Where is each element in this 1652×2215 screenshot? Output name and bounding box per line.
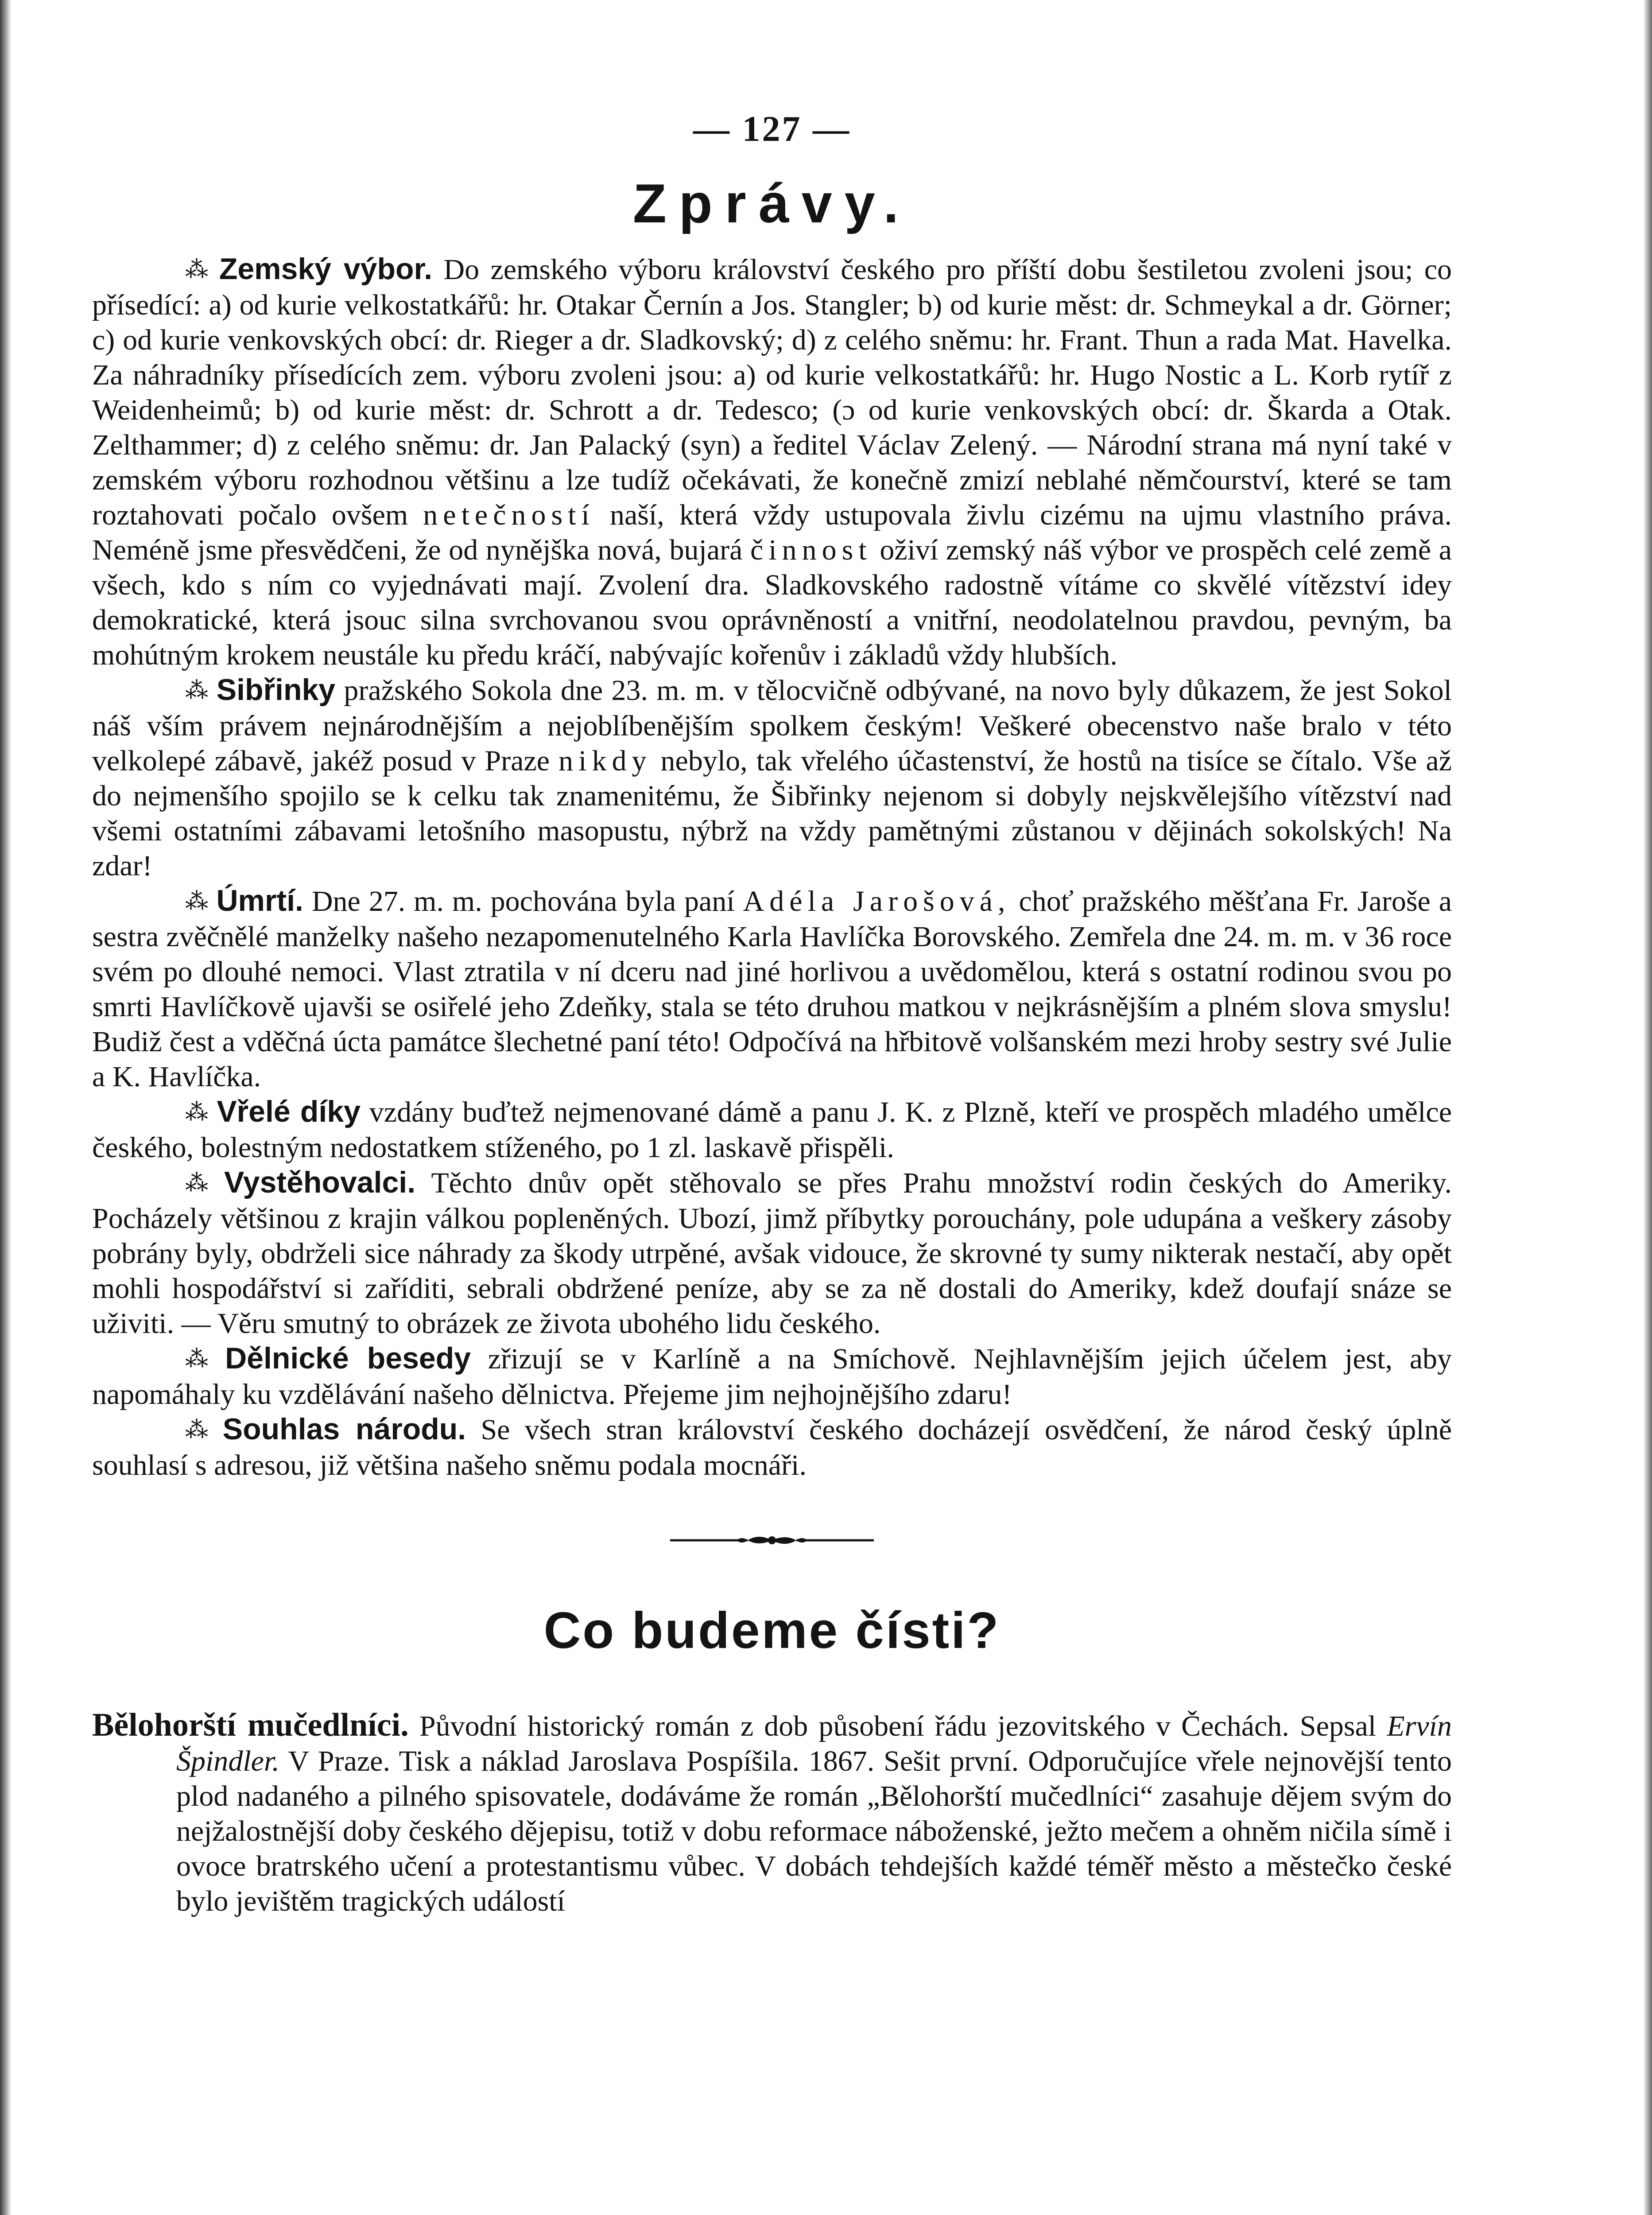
news-lead: Úmrtí. xyxy=(216,884,303,918)
news-emphasis: Adéla Jarošová, xyxy=(743,885,1011,918)
asterism-icon: ⁂ xyxy=(185,1100,211,1126)
news-text: choť pražského měšťana Fr. Jaroše a sestra zvěčnělé manželky našeho nezapomenutelného Karla Havlíčka Borovského. Zemřela dne 24. m. m. v 36 roce svém po dlouhé nemoci. Vlast ztratila v ní dceru nad jiné horlivou a uvědomělou, která s ostatní rodinou svou po smrti Havlíčkově ujavši se osiřelé jeho Zdeňky, stala se této druhou matkou v nejkrásnějším a plném slova smyslu! Budiž čest a vděčná úcta památce šlechetné paní této! Odpočívá na hřbitově volšanském mezi hroby sestry své Julie a K. Havlíčka. xyxy=(92,885,1452,1093)
asterism-icon: ⁂ xyxy=(185,1171,218,1197)
news-emphasis: nikdy xyxy=(558,745,652,777)
book-author: Ervín Špindler. xyxy=(176,1710,1452,1777)
news-text: naší, která vždy ustupovala živlu cizému na ujmu vlastního práva. Neméně jsme přesvědčeni, že od nynějška nová, bujará xyxy=(92,499,1452,567)
news-item-zemsky-vybor xyxy=(92,252,1452,672)
news-lead: Vystěhovalci. xyxy=(224,1166,416,1200)
news-item-sibrinky xyxy=(92,672,1452,883)
news-text: pražského Sokola dne 23. m. m. v tělocvičně odbývané, na novo byly důkazem, že jest Sokol náš vším právem nejnárodnějším a nejoblíbenějším spolkem českým! Veškeré obecenstvo naše bralo v této velkolepé zábavě, jakéž posud v Praze xyxy=(92,674,1452,777)
scan-edge-left xyxy=(0,0,12,2215)
review-text: Původní historický román z dob působení řádu jezovitského v Čechách. Sepsal xyxy=(419,1710,1377,1742)
news-emphasis: činnost xyxy=(750,534,872,567)
news-text: Těchto dnův opět stěhovalo se přes Prahu množství rodin českých do Ameriky. Pocházely většinou z krajin válkou popleněných. Ubozí, jimž příbytky porouchány, pole udupána a veškery zásoby pobrány byly, obdrželi sice náhrady za škody utrpěné, avšak vidouce, že skrovné ty sumy nikterak nestačí, aby opět mohli hospodářství si zaříditi, sebrali obdržené peníze, aby se za ně dostali do Ameriky, kdež doufají snáze se uživiti. — Věru smutný to obrázek ze života ubohého lidu českého. xyxy=(92,1167,1452,1340)
page-number: — 127 — xyxy=(693,109,851,149)
news-lead: Dělnické besedy xyxy=(225,1341,471,1376)
news-text: nebylo, tak vřelého účastenství, že hostů na tisíce se čítalo. Vše až do nejmenšího spojilo se k celku tak znamenitému, že Šibřinky nejenom si dobyly nejskvělejšího vítězství nad všemi ostatními zábavami letošního masopustu, nýbrž na vždy pamětnými zůstanou v dějinách sokolských! Na zdar! xyxy=(92,745,1452,882)
book-review xyxy=(92,1708,1452,1919)
asterism-icon: ⁂ xyxy=(185,1347,219,1372)
review-text: V Praze. Tisk a náklad Jaroslava Pospíšila. 1867. Sešit první. Odporučujíce vřele nejnovější tento plod nadaného a pilného spisovatele, dodáváme že román „Bělohorští mučedlníci“ zasahuje dějem svým do nejžalostnější doby českého dějepisu, totiž v dobu reformace náboženské, ježto mečem a ohněm ničila símě i ovoce bratrského učení a protestantismu vůbec. V dobách tehdejších každé téměř město a městečko české bylo jevištěm tragických událostí xyxy=(176,1745,1452,1917)
news-text: Se všech stran království českého docházejí osvědčení, že národ český úplně souhlasí s adresou, již většina našeho sněmu podala mocnáři. xyxy=(92,1414,1452,1482)
news-lead: Vřelé díky xyxy=(217,1095,361,1129)
asterism-icon: ⁂ xyxy=(185,257,213,283)
news-item-vystehovalci xyxy=(92,1165,1452,1341)
news-text: vzdány buďtež nejmenované dámě a panu J. K. z Plzně, kteří ve prospěch mladého umělce českého, bolestným nedostatkem stíženého, po 1 zl. laskavě přispěli. xyxy=(92,1096,1452,1164)
news-text: Do zemského výboru království českého pro příští dobu šestiletou zvoleni jsou; co přísedící: a) od kurie velkostatkářů: hr. Otakar Černín a Jos. Stangler; b) od kurie měst: dr. Schmeykal a dr. Görner; c) od kurie venkovských obcí: dr. Rieger a dr. Sladkovský; d) z celého sněmu: hr. Frant. Thun a rada Mat. Havelka. Za náhradníky přísedících zem. výboru zvoleni jsou: a) od kurie velkostatkářů: hr. Hugo Nostic a L. Korb rytíř z Weidenheimů; b) od kurie měst: dr. Schrott a dr. Tedesco; (ɔ od kurie venkovských obcí: dr. Škarda a Otak. Zelthammer; d) z celého sněmu: dr. Jan Palacký (syn) a ředitel Václav Zelený. — Národní strana má nyní také v zemském výboru rozhodnou většinu a lze tudíž očekávati, že konečně zmizí neblahé němčourství, které se tam roztahovati počalo ovšem xyxy=(92,253,1452,532)
asterism-icon: ⁂ xyxy=(185,1418,217,1443)
news-text: Dne 27. m. m. pochována byla paní xyxy=(311,885,735,918)
asterism-icon: ⁂ xyxy=(185,889,210,915)
page xyxy=(92,111,1452,1919)
reading-heading: Co budeme čísti? xyxy=(543,1601,1001,1659)
news-text: oživí zemský náš výbor ve prospěch celé země a všech, kdo s ním co vyjednávati mají. Zvolení dra. Sladkovského radostně vítáme co skvělé vítězství idey demokratické, která jsouc silna svrchovanou svou oprávněností a vnitřní, neodolatelnou pravdou, pevným, ba mohútným krokem neustále ku předu kráčí, nabývajíc kořenův i základů vždy hlubších. xyxy=(92,534,1452,672)
section-title: Zprávy. xyxy=(633,173,911,234)
news-text: zřizují se v Karlíně a na Smíchově. Nejhlavnějším jejich účelem jest, aby napomáhaly ku vzdělávání našeho dělnictva. Přejeme jim nejhojnějšího zdaru! xyxy=(92,1343,1452,1411)
news-emphasis: netečností xyxy=(423,499,595,532)
scan-edge-right xyxy=(1643,0,1652,2215)
news-item-umrti xyxy=(92,883,1452,1094)
news-lead: Zemský výbor. xyxy=(219,252,433,286)
news-item-vrele-diky xyxy=(92,1094,1452,1165)
news-lead: Souhlas národu. xyxy=(222,1412,466,1446)
ornamental-divider-icon xyxy=(670,1531,874,1549)
news-lead: Sibřinky xyxy=(216,673,336,707)
news-item-souhlas-narodu xyxy=(92,1412,1452,1483)
book-title: Bělohorští mučedlníci. xyxy=(92,1706,409,1743)
news-item-delnicke-besedy xyxy=(92,1341,1452,1412)
asterism-icon: ⁂ xyxy=(185,678,210,704)
